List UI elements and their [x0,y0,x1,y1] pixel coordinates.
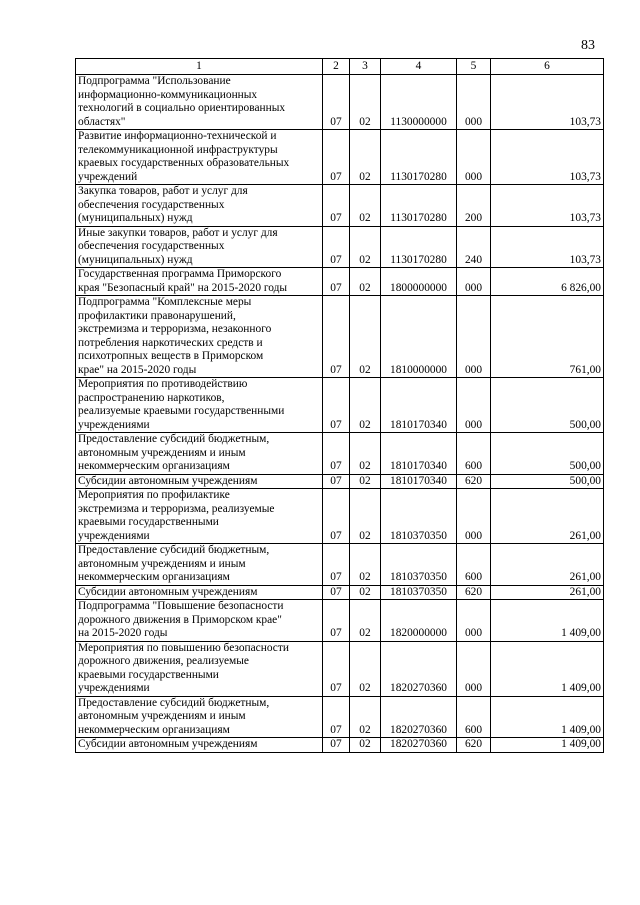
row-value-cell: 6 826,00 [491,268,604,296]
row-name-cell: Предоставление субсидий бюджетным, автономным учреждениям и иным некоммерческим организациям [76,696,323,738]
row-name-cell: Закупка товаров, работ и услуг для обеспечения государственных (муниципальных) нужд [76,185,323,227]
row-value-cell: 02 [350,185,381,227]
row-value-cell: 261,00 [491,489,604,544]
row-value-cell: 620 [457,585,491,600]
row-value-cell: 1810170340 [381,378,457,433]
row-value-cell: 600 [457,696,491,738]
row-value-cell: 02 [350,296,381,378]
row-value-cell: 1810370350 [381,544,457,586]
table-row [76,185,604,227]
column-header: 6 [491,59,604,75]
row-value-cell: 600 [457,433,491,475]
row-value-cell: 1820270360 [381,641,457,696]
row-value-cell: 07 [323,696,350,738]
row-value-cell: 1 409,00 [491,641,604,696]
page-number: 83 [581,38,595,53]
table-row [76,600,604,642]
row-value-cell: 240 [457,226,491,268]
row-value-cell: 000 [457,489,491,544]
column-header: 4 [381,59,457,75]
row-value-cell: 261,00 [491,544,604,586]
row-value-cell: 1810370350 [381,489,457,544]
row-value-cell: 620 [457,474,491,489]
row-value-cell: 103,73 [491,185,604,227]
row-value-cell: 500,00 [491,433,604,475]
row-value-cell: 500,00 [491,378,604,433]
table-row [76,544,604,586]
row-name-cell: Подпрограмма "Использование информационно-коммуникационных технологий в социально ориентированных областях" [76,75,323,130]
row-name-cell: Предоставление субсидий бюджетным, автономным учреждениям и иным некоммерческим организациям [76,433,323,475]
row-name-cell: Субсидии автономным учреждениям [76,474,323,489]
column-header: 3 [350,59,381,75]
row-value-cell: 1810370350 [381,585,457,600]
row-value-cell: 02 [350,696,381,738]
row-value-cell: 000 [457,268,491,296]
row-name-cell: Государственная программа Приморского края "Безопасный край" на 2015-2020 годы [76,268,323,296]
column-header: 1 [76,59,323,75]
row-value-cell: 07 [323,296,350,378]
row-value-cell: 1 409,00 [491,738,604,753]
row-value-cell: 1130170280 [381,185,457,227]
row-value-cell: 07 [323,433,350,475]
row-value-cell: 07 [323,585,350,600]
row-value-cell: 000 [457,75,491,130]
row-name-cell: Мероприятия по повышению безопасности дорожного движения, реализуемые краевыми государственными учреждениями [76,641,323,696]
row-value-cell: 1800000000 [381,268,457,296]
row-value-cell: 000 [457,378,491,433]
row-value-cell: 02 [350,585,381,600]
row-value-cell: 600 [457,544,491,586]
row-value-cell: 1810000000 [381,296,457,378]
row-value-cell: 07 [323,185,350,227]
row-value-cell: 000 [457,130,491,185]
row-value-cell: 07 [323,474,350,489]
table-row [76,738,604,753]
row-value-cell: 02 [350,130,381,185]
table-body [76,75,604,753]
row-value-cell: 07 [323,489,350,544]
row-value-cell: 103,73 [491,226,604,268]
row-value-cell: 02 [350,378,381,433]
row-value-cell: 1820000000 [381,600,457,642]
row-value-cell: 1130170280 [381,226,457,268]
table-row [76,433,604,475]
row-name-cell: Мероприятия по противодействию распространению наркотиков, реализуемые краевыми государственными учреждениями [76,378,323,433]
table-row [76,489,604,544]
row-value-cell: 103,73 [491,75,604,130]
table-row [76,130,604,185]
row-value-cell: 000 [457,641,491,696]
row-value-cell: 200 [457,185,491,227]
row-value-cell: 02 [350,738,381,753]
row-name-cell: Подпрограмма "Повышение безопасности дорожного движения в Приморском крае" на 2015-2020 годы [76,600,323,642]
row-value-cell: 02 [350,226,381,268]
row-value-cell: 1 409,00 [491,600,604,642]
row-value-cell: 02 [350,75,381,130]
row-value-cell: 1810170340 [381,433,457,475]
table-row [76,585,604,600]
row-value-cell: 1820270360 [381,696,457,738]
row-value-cell: 07 [323,544,350,586]
column-header: 5 [457,59,491,75]
row-value-cell: 500,00 [491,474,604,489]
row-value-cell: 07 [323,268,350,296]
row-value-cell: 07 [323,378,350,433]
row-value-cell: 02 [350,544,381,586]
row-value-cell: 07 [323,130,350,185]
row-value-cell: 261,00 [491,585,604,600]
row-value-cell: 620 [457,738,491,753]
row-value-cell: 761,00 [491,296,604,378]
row-name-cell: Предоставление субсидий бюджетным, автономным учреждениям и иным некоммерческим организациям [76,544,323,586]
row-value-cell: 1820270360 [381,738,457,753]
row-value-cell: 07 [323,75,350,130]
row-value-cell: 07 [323,600,350,642]
row-value-cell: 000 [457,296,491,378]
row-value-cell: 02 [350,600,381,642]
row-value-cell: 02 [350,641,381,696]
row-value-cell: 07 [323,738,350,753]
table-row [76,378,604,433]
table-row [76,474,604,489]
row-value-cell: 1130000000 [381,75,457,130]
table-row [76,641,604,696]
row-value-cell: 103,73 [491,130,604,185]
row-value-cell: 02 [350,474,381,489]
table-row [76,75,604,130]
table-row [76,226,604,268]
row-name-cell: Субсидии автономным учреждениям [76,738,323,753]
row-value-cell: 1810170340 [381,474,457,489]
row-name-cell: Мероприятия по профилактике экстремизма и терроризма, реализуемые краевыми государственными учреждениями [76,489,323,544]
table-row [76,296,604,378]
row-name-cell: Развитие информационно-технической и телекоммуникационной инфраструктуры краевых государственных образовательных учреждений [76,130,323,185]
header-row [76,59,604,75]
table-row [76,696,604,738]
row-name-cell: Подпрограмма "Комплексные меры профилактики правонарушений, экстремизма и терроризма, незаконного потребления наркотических средств и психотропных веществ в Приморском крае" на 2015-2020 годы [76,296,323,378]
row-value-cell: 07 [323,226,350,268]
row-value-cell: 02 [350,268,381,296]
row-value-cell: 000 [457,600,491,642]
row-value-cell: 02 [350,433,381,475]
budget-table [75,58,604,753]
row-value-cell: 02 [350,489,381,544]
row-name-cell: Иные закупки товаров, работ и услуг для обеспечения государственных (муниципальных) нужд [76,226,323,268]
row-value-cell: 07 [323,641,350,696]
row-value-cell: 1130170280 [381,130,457,185]
table-row [76,268,604,296]
row-value-cell: 1 409,00 [491,696,604,738]
column-header: 2 [323,59,350,75]
row-name-cell: Субсидии автономным учреждениям [76,585,323,600]
